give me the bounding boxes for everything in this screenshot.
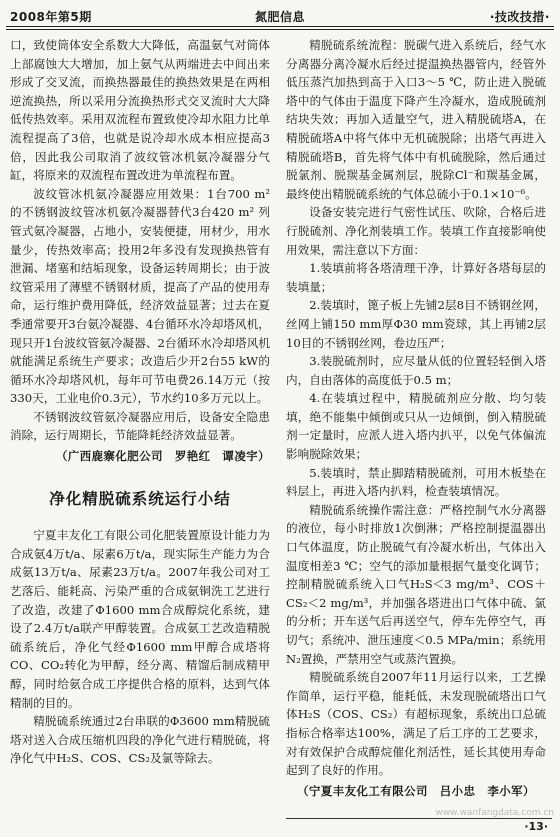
section-label: ·技改技措· <box>489 10 550 24</box>
watermark: www.wanfangdata.com.cn <box>435 808 554 818</box>
author-credit: （广西鹿寨化肥公司 罗艳红 谭凌宇） <box>55 449 270 464</box>
paragraph: 不锈钢波纹管氨冷凝器应用后，设备安全隐患消除，运行周期长，节能降耗经济效益显著。 <box>10 409 270 443</box>
paragraph: 精脱硫系统流程：脱碳气进入系统后，经气水分离器分离冷凝水后经过提温换热器管内，经管外低压蒸汽加热到高于入口3～5 ℃，防止进入脱硫塔中的气体由于温度下降产生冷凝水，造成脱硫剂结块失效；再加入适量空气，进入精脱硫塔A，在精脱硫塔A中将气体中无机硫脱除；出塔气再进入精脱硫塔B，首先将气体中有机硫脱除，然后通过脱氯剂、脱羰基金属剂层，脱除Cl⁻和羰基金属，最终使出精脱硫系统的气体总硫小于0.1×10⁻⁶。 <box>286 38 546 201</box>
paragraph: 设备安装完进行气密性试压、吹除，合格后进行脱硫剂、净化剂装填工作。装填工作直接影响使用效果，需注意以下方面： <box>286 205 546 257</box>
paragraph: 1.装填前将各塔清理干净，计算好各塔每层的装填量； <box>286 261 546 294</box>
author-credit: （宁夏丰友化工有限公司 吕小忠 李小军） <box>297 783 535 798</box>
page-header <box>6 4 554 26</box>
paragraph: 3.装脱硫剂时，应尽量从低的位置轻轻倒入塔内，自由落体的高度低于0.5 m； <box>286 354 546 387</box>
paragraph: 宁夏丰友化工有限公司化肥装置原设计能力为合成氨4万t/a、尿素6万t/a，现实际生产能力为合成氨13万t/a、尿素23万t/a。2007年我公司对工艺落后、能耗高、污染严重的合成氨铜洗工艺进行了改造，改建了Φ1600 mm合成醇烷化系统，建设了2.4万t/a联产甲醇装置。合成氨工艺改造精脱硫系统后，净化气经Φ1600 mm甲醇合成塔将CO、CO₂转化为甲醇，经分离、精馏后制成精甲醇，同时给氨合成工序提供合格的原料，达到气体精制的目的。 <box>10 528 270 710</box>
paragraph: 精脱硫系统通过2台串联的Φ3600 mm精脱硫塔对送入合成压缩机四段的净化气进行精脱硫，将净化气中H₂S、COS、CS₂及氯等除去。 <box>10 714 270 766</box>
paragraph: 口，致使筒体安全系数大大降低，高温氨气对筒体上部腐蚀大大增加，加上氨气从两端进去中间出来形成了交叉流，而换热器最佳的换热效果是在两相逆流换热，所以采用分流换热形式交叉流时大大降低传热效率。采用双流程布置致使冷却水阻力比单流程提高了3倍，也就是说冷却水成本相应提高3倍，因此我公司取消了波纹管冰机氨冷凝器分气缸，将原来的双流程布置改进为单流程布置。 <box>10 38 270 183</box>
paragraph: 精脱硫系统操作需注意：严格控制气水分离器的液位，每小时排放1次倒淋；严格控制提温器出口气体温度，防止脱硫气有冷凝水析出，气体出入温度相差3 ℃；空气的添加量根据气量变化调节；控制精脱硫系统入口气H₂S＜3 mg/m³、COS＋CS₂＜2 mg/m³，并加强各塔进出口气体中硫、氯的分析；开车送气后再送空气，停车先停空气，再切气；系统冲、泄压速度＜0.5 MPa/min；系统用N₂置换，严禁用空气或蒸汽置换。 <box>286 502 546 666</box>
footer-rule <box>286 818 552 819</box>
paragraph: 波纹管冰机氨冷凝器应用效果：1台700 m² 的不锈钢波纹管冰机氨冷凝器替代3台420 m² 列管式氨冷凝器，占地小，安装便捷，用材少，用水量少，传热效率高；投用2年多没有发现换热管有泄漏、堵塞和结垢现象，设备运转周期长；由于波纹管采用了薄壁不锈钢材质，提高了产品的使用寿命，运行维护费用降低，经济效益显著；过去在夏季通常要开3台氨冷凝器、4台循环水冷却塔风机，现只开1台波纹管氨冷凝器、2台循环水冷却塔风机就能满足系统生产要求；改造后少开2台55 kW的循环水冷却塔风机，每年可节电费26.14万元（按330天，工业电价0.3元），节水约10多万元以上。 <box>10 186 270 406</box>
left-column <box>10 36 270 768</box>
header-rule <box>6 26 554 27</box>
right-column <box>286 36 546 800</box>
header-rule-thin <box>6 29 554 30</box>
issue-label: 2008年第5期 <box>10 10 92 24</box>
article-title: 净化精脱硫系统运行小结 <box>49 489 231 508</box>
paragraph: 5.装填时，禁止脚踏精脱硫剂，可用木板垫在料层上，再进入塔内扒料，检查装填情况。 <box>286 465 546 499</box>
paragraph: 4.在装填过程中，精脱硫剂应分散、均匀装填，绝不能集中倾倒或只从一边倾倒，倒入精脱硫剂一定量时，应派人进入塔内扒平，以免气体偏流影响脱除效果； <box>286 391 546 462</box>
paragraph: 2.装填时，篦子板上先铺2层8目不锈钢丝网，丝网上铺150 mm厚Φ30 mm瓷球，其上再铺2层10目的不锈钢丝网，卷边压严； <box>286 298 546 350</box>
journal-name: 氮肥信息 <box>254 10 305 24</box>
page-number: ·13· <box>524 820 548 833</box>
paragraph: 精脱硫系统自2007年11月运行以来，工艺操作简单，运行平稳，能耗低，未发现脱硫塔出口气体H₂S（COS、CS₂）有超标现象，系统出口总硫指标合格率达100%，满足了后工序的工艺要求，对有效保护合成醇烷催化剂活性，延长其使用寿命起到了良好的作用。 <box>286 670 546 778</box>
